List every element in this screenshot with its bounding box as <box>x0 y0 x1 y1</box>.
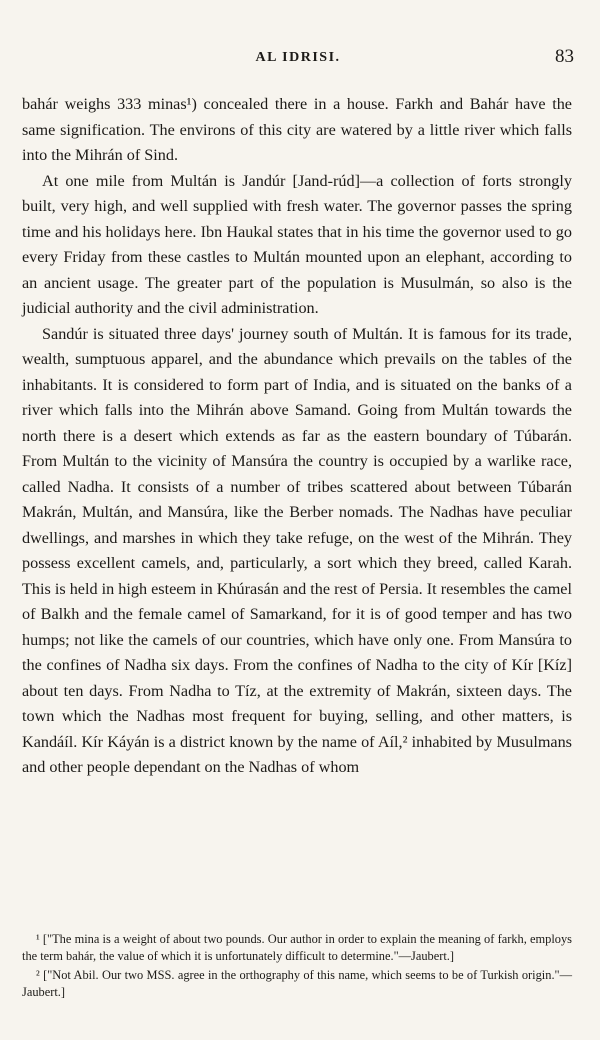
paragraph-jandur: At one mile from Multán is Jandúr [Jand-rúd]—a collection of forts strongly built, very high, and well supplied with fresh water. The governor passes the spring time and his holidays here. Ibn Haukal states that in his time the governor used to go every Friday from these castles to Multán mounted upon an elephant, according to an ancient usage. The greater part of the population is Musulmán, so also is the judicial authority and the civil administration. <box>22 171 572 317</box>
footnote-1: ¹ ["The mina is a weight of about two pounds. Our author in order to explain the meaning of farkh, employs the term bahár, the value of which it is unfortunately difficult to determine."—Jaubert.] <box>22 932 572 963</box>
page-header <box>22 46 574 72</box>
footnote-2: ² ["Not Abil. Our two MSS. agree in the orthography of this name, which seems to be of Turkish origin."—Jaubert.] <box>22 968 572 999</box>
body-text <box>22 92 572 781</box>
paragraph-sandur: Sandúr is situated three days' journey south of Multán. It is famous for its trade, wealth, sumptuous apparel, and the abundance which prevails on the tables of the inhabitants. It is considered to form part of India, and is situated on the banks of a river which falls into the Mihrán above Samand. Going from Multán towards the north there is a desert which extends as far as the eastern boundary of Túbarán. From Multán to the vicinity of Mansúra the country is occupied by a warlike race, called Nadha. It consists of a number of tribes scattered about between Túbarán Makrán, Multán, and Mansúra, like the Berber nomads. The Nadhas have peculiar dwellings, and marshes in which they take refuge, on the west of the Mihrán. They possess excellent camels, and, particularly, a sort which they breed, called Karah. This is held in high esteem in Khúrasán and the rest of Persia. It resembles the camel of Balkh and the female camel of Samarkand, for it is of good temper and has two humps; not like the camels of our countries, which have only one. From Mansúra to the confines of Nadha six days. From the confines of Nadha to the city of Kír [Kíz] about ten days. From Nadha to Tíz, at the extremity of Makrán, sixteen days. The town which the Nadhas most frequent for buying, selling, and other matters, is Kandáíl. Kír Káyán is a district known by the name of Aíl,² inhabited by Musulmans and other people dependant on the Nadhas of whom <box>22 324 572 776</box>
paragraph-continued: bahár weighs 333 minas¹) concealed there in a house. Farkh and Bahár have the same signification. The environs of this city are watered by a little river which falls into the Mihrán of Sind. <box>22 95 572 164</box>
running-title: AL IDRISI. <box>255 50 341 65</box>
page-number: 83 <box>555 46 574 67</box>
footnotes <box>22 931 572 1000</box>
